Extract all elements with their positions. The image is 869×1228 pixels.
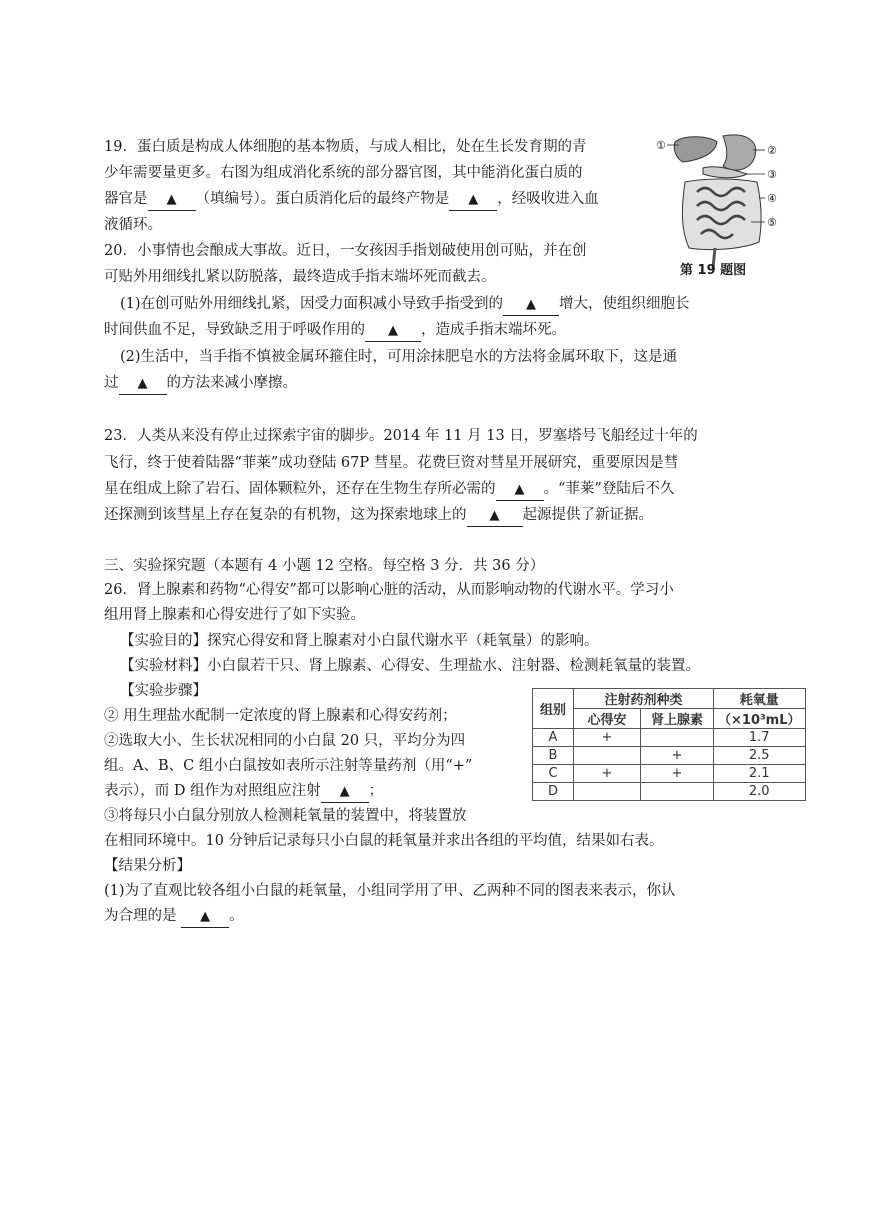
table-subheader-row (533, 709, 806, 729)
q26-step-3-line-1: ③将每只小白鼠分别放人检测耗氧量的装置中，将装置放 (104, 808, 467, 824)
stomach-shape (723, 135, 756, 170)
q20-text: 增大，使组织细胞长 (559, 296, 690, 312)
table-cell-group: D (533, 783, 574, 801)
q23-line-2: 飞行，终于使着陆器“菲莱”成功登陆 67P 彗星。花费巨资对彗星开展研究，重要原因是彗 (104, 455, 679, 471)
table-cell-drug-2: + (641, 765, 714, 783)
figure-label-2: ② (767, 144, 777, 157)
q20-text: 的方法来减小摩擦。 (166, 375, 297, 391)
table-cell-oxygen: 2.1 (714, 765, 806, 783)
q26-step-1: ② 用生理盐水配制一定浓度的肾上腺素和心得安药剂； (104, 708, 457, 724)
q20-text: 时间供血不足，导致缺乏用于呼吸作用的 (104, 322, 365, 338)
q26-step-2-line-1: ②选取大小、生长状况相同的小白鼠 20 只，平均分为四 (104, 733, 466, 749)
answer-blank[interactable]: ▲ (365, 320, 421, 342)
q26-text: 表示），而 D 组作为对照组应注射 (104, 783, 321, 799)
q26-materials: 【实验材料】小白鼠若干只、肾上腺素、心得安、生理盐水、注射器、检测耗氧量的装置。 (120, 658, 700, 674)
table-row (533, 765, 806, 783)
table-header-drug-2: 肾上腺素 (641, 709, 714, 729)
table-cell-group: B (533, 747, 574, 765)
figure-label-1: ① (656, 139, 666, 152)
q20-part1-line-2 (104, 320, 566, 342)
liver-shape (674, 137, 717, 162)
q20-line-1: 20．小事情也会酿成大事故。近日，一女孩因手指划破使用创可贴，并在创 (104, 243, 587, 259)
oxygen-consumption-table (532, 688, 806, 801)
q26-purpose: 【实验目的】探究心得安和肾上腺素对小白鼠代谢水平（耗氧量）的影响。 (120, 633, 599, 649)
table-row (533, 729, 806, 747)
q20-text: ，造成手指末端坏死。 (421, 322, 566, 338)
table-header-unit: （×10³mL） (714, 709, 806, 729)
q23-text: 起源提供了新证据。 (522, 507, 653, 523)
table-header-group: 组别 (533, 689, 574, 729)
table-cell-group: A (533, 729, 574, 747)
table-cell-drug-1 (574, 747, 641, 765)
q19-line-3 (104, 189, 599, 211)
q19-text-b: （填编号）。蛋白质消化后的最终产物是 (195, 191, 450, 207)
large-intestine-shape (682, 179, 761, 250)
table-header-oxygen: 耗氧量 (714, 689, 806, 709)
table-cell-drug-2 (641, 783, 714, 801)
q20-text: (1)在创可贴外用细线扎紧，因受力面积减小导致手指受到的 (120, 296, 504, 312)
table-cell-oxygen: 1.7 (714, 729, 806, 747)
q26-steps-title: 【实验步骤】 (120, 683, 207, 699)
q20-part2-line-2 (104, 373, 297, 395)
q26-text: 。 (229, 908, 244, 924)
q26-line-2: 组用肾上腺素和心得安进行了如下实验。 (104, 607, 365, 623)
answer-blank[interactable]: ▲ (449, 189, 497, 211)
answer-blank[interactable]: ▲ (119, 373, 167, 395)
table-row (533, 783, 806, 801)
table-header-row (533, 689, 806, 709)
table-cell-oxygen: 2.5 (714, 747, 806, 765)
q23-line-4 (104, 505, 653, 527)
answer-blank[interactable]: ▲ (503, 294, 559, 316)
q23-text: 星在组成上除了岩石、固体颗粒外，还存在生物生存所必需的 (104, 481, 496, 497)
q26-line-1: 26．肾上腺素和药物“心得安”都可以影响心脏的活动，从而影响动物的代谢水平。学习小 (104, 582, 674, 598)
q26-text: 为合理的是 (104, 908, 177, 924)
figure-label-3: ③ (767, 168, 777, 181)
q19-line-4: 液循环。 (104, 217, 162, 233)
q20-part2-line-1: (2)生活中，当手指不慎被金属环箍住时，可用涂抹肥皂水的方法将金属环取下，这是通 (120, 349, 678, 365)
q20-part1-line-1 (120, 294, 690, 316)
q23-text: 还探测到该彗星上存在复杂的有机物，这为探索地球上的 (104, 507, 467, 523)
figure-label-4: ④ (767, 192, 777, 205)
table-cell-drug-1: + (574, 765, 641, 783)
q26-analysis-line-2 (104, 906, 244, 928)
figure-caption: 第 19 题图 (680, 263, 747, 278)
table-header-drug: 注射药剂种类 (574, 689, 714, 709)
q26-text: ； (368, 783, 384, 799)
q19-text-c: ，经吸收进入血 (497, 191, 599, 207)
table-cell-drug-1 (574, 783, 641, 801)
q26-step-3-line-2: 在相同环境中。10 分钟后记录每只小白鼠的耗氧量并求出各组的平均值，结果如右表。 (104, 833, 664, 849)
answer-blank[interactable]: ▲ (148, 189, 196, 211)
table-row (533, 747, 806, 765)
q23-text: 。“菲莱”登陆后不久 (543, 481, 675, 497)
answer-blank[interactable]: ▲ (181, 906, 229, 928)
q26-analysis-line-1: (1)为了直观比较各组小白鼠的耗氧量，小组同学用了甲、乙两种不同的图表来表示，你认 (104, 883, 676, 899)
table-header-drug-1: 心得安 (574, 709, 641, 729)
digestive-system-figure (655, 130, 785, 275)
q20-text: 过 (104, 375, 119, 391)
figure-label-5: ⑤ (767, 216, 777, 229)
q19-text-a: 器官是 (104, 191, 148, 207)
q26-analysis-title: 【结果分析】 (104, 858, 191, 874)
q26-step-2-line-3 (104, 781, 383, 803)
q23-line-3 (104, 479, 674, 501)
table-cell-group: C (533, 765, 574, 783)
table-cell-drug-2: + (641, 747, 714, 765)
answer-blank[interactable]: ▲ (321, 781, 369, 803)
table-cell-drug-1: + (574, 729, 641, 747)
q23-line-1: 23．人类从来没有停止过探索宇宙的脚步。2014 年 11 月 13 日，罗塞塔号飞船经过十年的 (104, 428, 698, 444)
section-heading: 三、实验探究题（本题有 4 小题 12 空格。每空格 3 分．共 36 分） (104, 558, 545, 574)
q19-line-1: 19．蛋白质是构成人体细胞的基本物质，与成人相比，处在生长发育期的青 (104, 139, 587, 155)
q20-line-2: 可贴外用细线扎紧以防脱落，最终造成手指末端坏死而截去。 (104, 269, 496, 285)
q19-line-2: 少年需要量更多。右图为组成消化系统的部分器官图，其中能消化蛋白质的 (104, 165, 583, 181)
answer-blank[interactable]: ▲ (496, 479, 544, 501)
table-cell-oxygen: 2.0 (714, 783, 806, 801)
table-cell-drug-2 (641, 729, 714, 747)
q26-step-2-line-2: 组。A、B、C 组小白鼠按如表所示注射等量药剂（用“+” (104, 758, 473, 774)
answer-blank[interactable]: ▲ (467, 505, 523, 527)
